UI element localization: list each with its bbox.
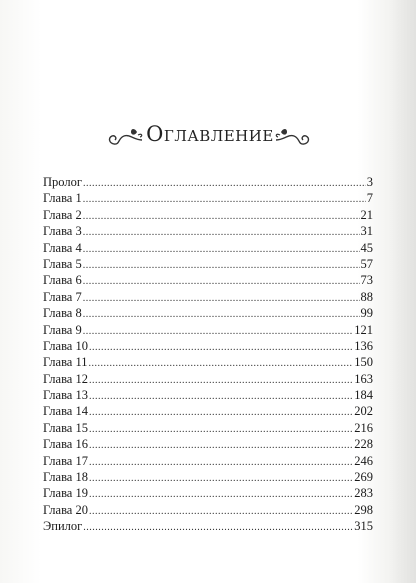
- toc-dot-leader: [89, 340, 353, 356]
- toc-entry-title: Глава 16: [43, 437, 88, 452]
- toc-entry: [43, 240, 373, 256]
- toc-entry-title: Глава 4: [43, 240, 82, 255]
- toc-entry-page-number: 228: [354, 437, 373, 452]
- toc-entry-page-number: 202: [354, 404, 373, 419]
- toc-entry: [43, 207, 373, 223]
- toc-entry-page-number: 88: [360, 289, 373, 304]
- toc-entry-title: Глава 3: [43, 224, 82, 239]
- toc-entry: [43, 469, 373, 485]
- toc-entry-page-number: 45: [360, 240, 373, 255]
- toc-entry: [43, 371, 373, 387]
- table-of-contents: [43, 174, 373, 535]
- toc-entry-page-number: 315: [354, 519, 373, 534]
- toc-dot-leader: [83, 258, 360, 274]
- toc-entry: [43, 305, 373, 321]
- toc-entry-title: Глава 19: [43, 486, 88, 501]
- toc-entry: [43, 338, 373, 354]
- toc-entry-page-number: 73: [360, 273, 373, 288]
- page-edge-shadow: [390, 0, 416, 583]
- toc-entry-page-number: 3: [366, 175, 373, 189]
- toc-dot-leader: [83, 242, 360, 258]
- toc-entry: [43, 387, 373, 403]
- toc-entry-page-number: 21: [360, 207, 373, 222]
- toc-entry-title: Глава 8: [43, 306, 82, 321]
- right-flourish-ornament: [274, 126, 314, 148]
- left-flourish-ornament: [104, 126, 144, 148]
- toc-entry-page-number: 57: [360, 256, 373, 271]
- toc-dot-leader: [83, 225, 360, 241]
- toc-dot-leader: [89, 471, 353, 487]
- toc-entry-page-number: 283: [354, 486, 373, 501]
- toc-entry-title: Глава 12: [43, 371, 88, 386]
- toc-entry: [43, 502, 373, 518]
- toc-dot-leader: [89, 405, 353, 421]
- toc-entry-page-number: 269: [354, 470, 373, 485]
- toc-entry-title: Глава 7: [43, 289, 82, 304]
- toc-entry-title: Глава 11: [43, 355, 88, 370]
- toc-entry: [43, 453, 373, 469]
- toc-entry: [43, 190, 373, 206]
- toc-entry-page-number: 150: [354, 355, 373, 370]
- toc-entry-page-number: 121: [354, 322, 373, 337]
- toc-entry-title: Глава 18: [43, 470, 88, 485]
- contents-heading: [0, 118, 416, 158]
- toc-entry: [43, 354, 373, 370]
- toc-dot-leader: [89, 487, 353, 503]
- toc-entry: [43, 322, 373, 338]
- toc-entry-page-number: 163: [354, 371, 373, 386]
- toc-dot-leader: [89, 438, 353, 454]
- toc-entry-title: Глава 13: [43, 388, 88, 403]
- toc-entry: [43, 223, 373, 239]
- toc-entry: [43, 518, 373, 534]
- toc-entry-page-number: 136: [354, 338, 373, 353]
- toc-entry-title: Глава 9: [43, 322, 82, 337]
- toc-entry: [43, 174, 373, 190]
- toc-dot-leader: [83, 324, 354, 340]
- toc-entry-title: Глава 10: [43, 338, 88, 353]
- toc-entry-page-number: 216: [354, 420, 373, 435]
- toc-entry-page-number: 99: [360, 306, 373, 321]
- toc-entry-title: Глава 1: [43, 191, 82, 206]
- toc-entry-page-number: 298: [354, 502, 373, 517]
- toc-entry-page-number: 184: [354, 388, 373, 403]
- toc-entry-title: Эпилог: [43, 519, 83, 534]
- toc-dot-leader: [83, 520, 353, 536]
- toc-entry-title: Глава 15: [43, 420, 88, 435]
- toc-dot-leader: [83, 291, 360, 307]
- toc-entry: [43, 420, 373, 436]
- toc-entry: [43, 272, 373, 288]
- toc-entry-page-number: 246: [354, 453, 373, 468]
- toc-entry-title: Глава 6: [43, 273, 82, 288]
- toc-dot-leader: [89, 422, 353, 438]
- toc-dot-leader: [83, 307, 360, 323]
- toc-entry-page-number: 31: [360, 224, 373, 239]
- toc-entry: [43, 289, 373, 305]
- toc-entry: [43, 485, 373, 501]
- toc-entry: [43, 436, 373, 452]
- toc-dot-leader: [89, 356, 354, 372]
- toc-entry-title: Глава 20: [43, 502, 88, 517]
- toc-dot-leader: [89, 455, 353, 471]
- toc-entry-title: Глава 17: [43, 453, 88, 468]
- toc-dot-leader: [89, 389, 353, 405]
- toc-dot-leader: [83, 176, 366, 192]
- toc-entry: [43, 403, 373, 419]
- toc-entry-title: Глава 14: [43, 404, 88, 419]
- toc-entry-title: Пролог: [43, 175, 82, 189]
- toc-entry-page-number: 7: [366, 191, 373, 206]
- toc-dot-leader: [83, 209, 360, 225]
- toc-dot-leader: [89, 504, 353, 520]
- toc-dot-leader: [89, 373, 353, 389]
- toc-dot-leader: [83, 192, 366, 208]
- toc-entry-title: Глава 2: [43, 207, 82, 222]
- page-title: Оглавление: [146, 122, 274, 146]
- toc-dot-leader: [83, 274, 360, 290]
- toc-entry-title: Глава 5: [43, 256, 82, 271]
- toc-entry: [43, 256, 373, 272]
